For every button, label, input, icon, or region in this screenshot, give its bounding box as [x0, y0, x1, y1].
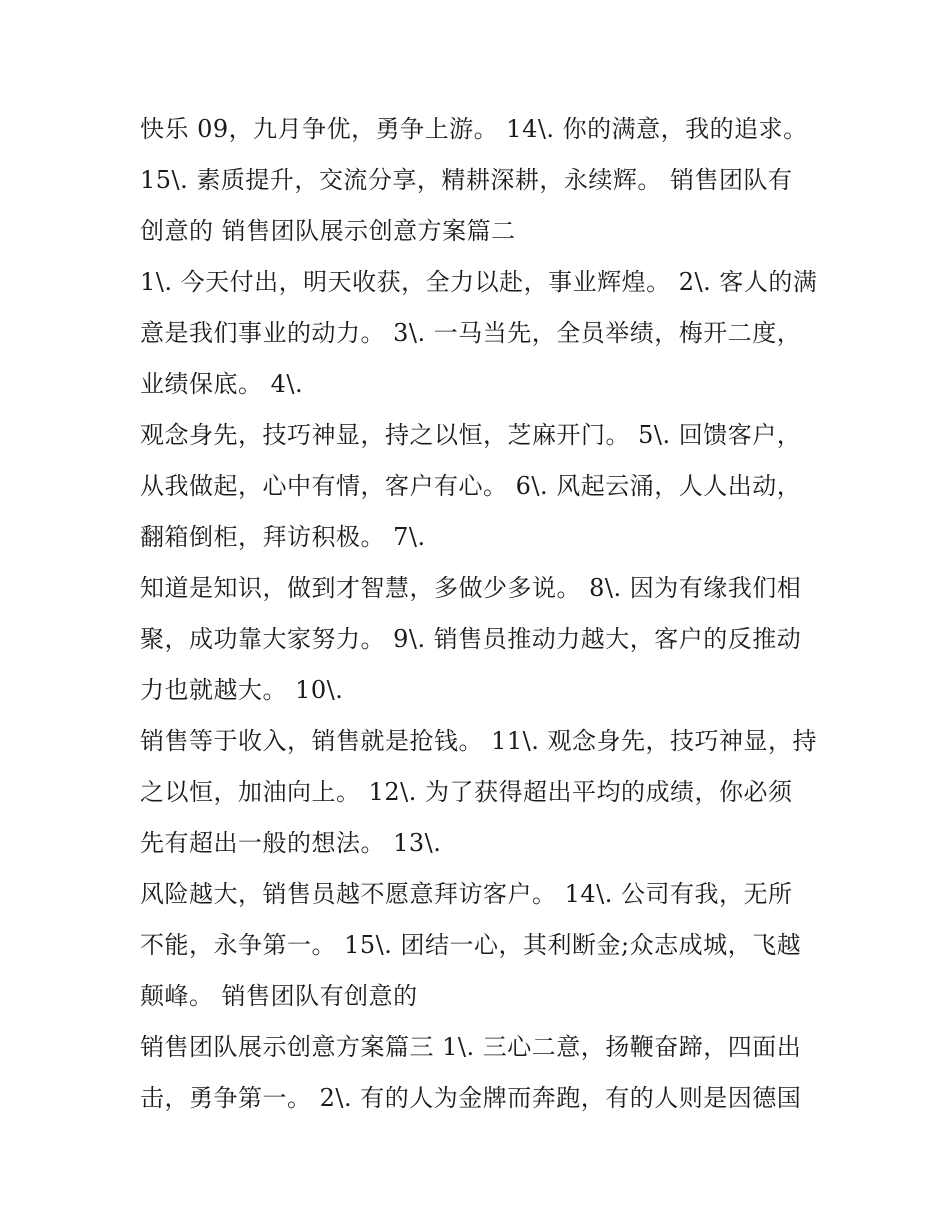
text-line: 15\. 素质提升，交流分享，精耕深耕，永续辉。 销售团队有 [140, 166, 793, 194]
document-body [140, 104, 830, 1124]
text-line: 从我做起，心中有情，客户有心。 6\. 风起云涌，人人出动， [140, 472, 802, 500]
text-line: 销售团队展示创意方案篇三 1\. 三心二意，扬鞭奋蹄，四面出 [140, 1033, 802, 1061]
text-line: 意是我们事业的动力。 3\. 一马当先，全员举绩，梅开二度， [140, 319, 802, 347]
text-line: 力也就越大。 10\. [140, 676, 344, 704]
text-line: 快乐 09，九月争优，勇争上游。 14\. 你的满意，我的追求。 [140, 115, 808, 143]
text-line: 1\. 今天付出，明天收获，全力以赴，事业辉煌。 2\. 客人的满 [140, 268, 818, 296]
text-line: 观念身先，技巧神显，持之以恒，芝麻开门。 5\. 回馈客户， [140, 421, 802, 449]
text-line: 创意的 销售团队展示创意方案篇二 [140, 217, 516, 245]
text-line: 不能，永争第一。 15\. 团结一心，其利断金;众志成城，飞越 [140, 931, 802, 959]
text-line: 击，勇争第一。 2\. 有的人为金牌而奔跑，有的人则是因德国 [140, 1084, 802, 1112]
text-line: 风险越大，销售员越不愿意拜访客户。 14\. 公司有我，无所 [140, 880, 793, 908]
text-line: 翻箱倒柜，拜访积极。 7\. [140, 523, 426, 551]
text-line: 知道是知识，做到才智慧，多做少多说。 8\. 因为有缘我们相 [140, 574, 802, 602]
text-line: 颠峰。 销售团队有创意的 [140, 982, 418, 1010]
text-line: 销售等于收入，销售就是抢钱。 11\. 观念身先，技巧神显，持 [140, 727, 818, 755]
text-line: 业绩保底。 4\. [140, 370, 304, 398]
text-line: 先有超出一般的想法。 13\. [140, 829, 442, 857]
text-line: 聚，成功靠大家努力。 9\. 销售员推动力越大，客户的反推动 [140, 625, 802, 653]
text-line: 之以恒，加油向上。 12\. 为了获得超出平均的成绩，你必须 [140, 778, 793, 806]
